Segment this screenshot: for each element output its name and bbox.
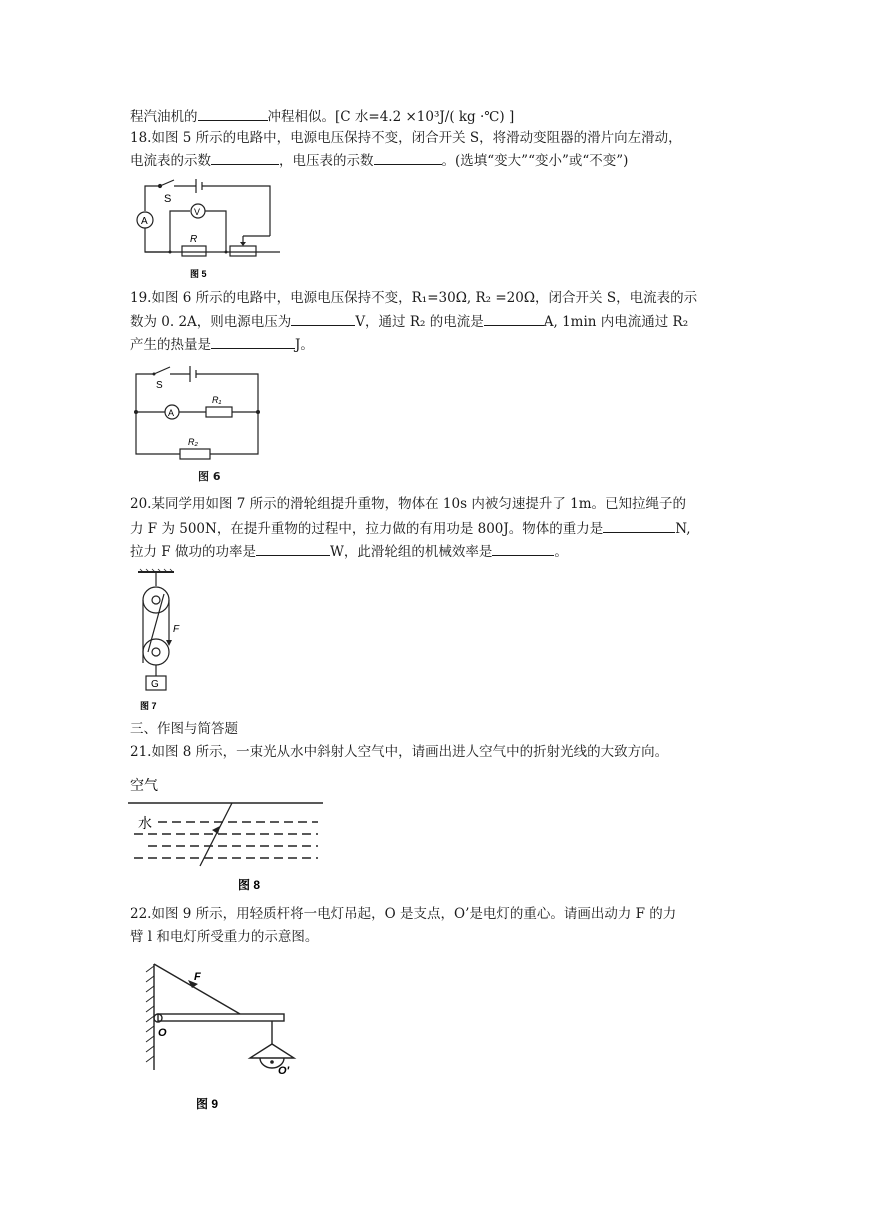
q19-line3: 产生的热量是 J。 [130,334,314,355]
fig6-label-s: S [156,380,163,391]
fig5-caption: 图 5 [190,269,207,279]
answer-blank[interactable] [256,541,330,556]
fig7-label-f: F [173,624,180,635]
fig8-label-air: 空气 [130,777,158,793]
fig7-label-g: G [151,679,159,690]
fig5-label-r: R [190,234,198,245]
figure-6-circuit [128,360,268,465]
answer-blank[interactable] [484,311,544,326]
fig7-caption: 图 7 [140,701,157,711]
q20-line1: 20.某同学用如图 7 所示的滑轮组提升重物，物体在 10s 内被匀速提升了 1m。已知拉绳子的 [130,496,687,512]
fig9-label-o: O [158,1027,167,1039]
q18-line2: 电流表的示数 ，电压表的示数 。(选填“变大”“变小”或“不变”) [130,150,628,171]
figure-7-pulley [134,568,184,713]
section-3-title: 三、作图与简答题 [130,721,238,737]
answer-blank[interactable] [211,334,295,349]
answer-blank[interactable] [291,311,355,326]
q22-line1: 22.如图 9 所示，用轻质杆将一电灯吊起，O 是支点，O’是电灯的重心。请画出动力 F 的力 [130,906,677,922]
fig9-caption: 图 9 [196,1097,219,1111]
q21-line1: 21.如图 8 所示，一束光从水中斜射人空气中，请画出进人空气中的折射光线的大致方向。 [130,744,669,760]
fig8-label-water: 水 [138,815,152,831]
fig5-label-a: A [141,216,148,227]
q20-line3: 拉力 F 做功的功率是 W，此滑轮组的机械效率是 。 [130,541,568,562]
q18-line1: 18.如图 5 所示的电路中，电源电压保持不变，闭合开关 S，将滑动变阻器的滑片向左滑动， [130,130,682,146]
figure-9-lever [132,958,302,1113]
figure-8-refraction [128,770,323,892]
figure-5-circuit [130,176,280,282]
fig9-label-f: F [194,971,201,983]
fig5-label-s: S [164,193,172,205]
answer-blank[interactable] [603,518,675,533]
fig9-label-o-prime: O′ [278,1065,290,1077]
q17-tail-line: 程汽油机的 冲程相似。[C 水=4.2 ×10³J/( kg ·℃) ] [130,106,514,127]
fig6-label-r1: R₁ [212,395,222,405]
answer-blank[interactable] [198,106,268,121]
answer-blank[interactable] [211,150,279,165]
q22-line2: 臂 l 和电灯所受重力的示意图。 [130,929,319,945]
fig8-caption: 图 8 [238,878,261,892]
fig6-caption: 图 6 [198,470,221,483]
q19-line2: 数为 0. 2A，则电源电压为 V，通过 R₂ 的电流是 A, 1min 内电流通过 R₂ [130,311,688,332]
answer-blank[interactable] [492,541,554,556]
fig6-label-r2: R₂ [188,437,198,447]
answer-blank[interactable] [374,150,442,165]
q19-line1: 19.如图 6 所示的电路中，电源电压保持不变，R₁=30Ω, R₂ =20Ω，闭合开关 S，电流表的示 [130,290,698,306]
fig6-label-a: A [168,408,175,418]
q20-line2: 力 F 为 500N，在提升重物的过程中，拉力做的有用功是 800J。物体的重力是 N, [130,518,691,539]
fig5-label-v: V [194,207,201,217]
